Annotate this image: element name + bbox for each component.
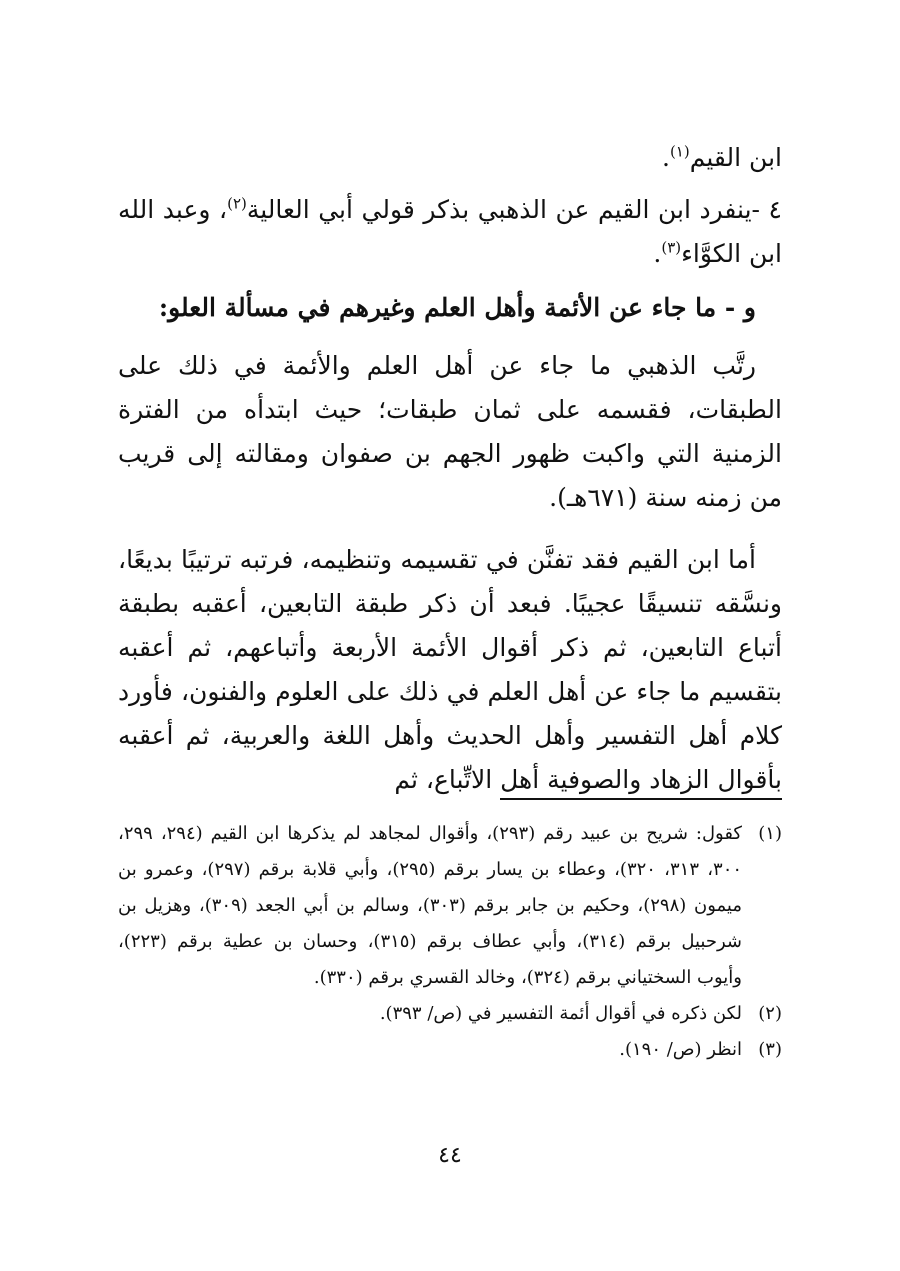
footnote-separator xyxy=(500,798,782,800)
footnote-ref-3[interactable]: (٣) xyxy=(661,238,682,257)
section-heading: و - ما جاء عن الأئمة وأهل العلم وغيرهم في مسألة العلو: xyxy=(158,293,756,322)
list-item-4 xyxy=(118,188,782,276)
footnotes xyxy=(118,816,782,1068)
paragraph-dhahabi: رتَّب الذهبي ما جاء عن أهل العلم والأئمة في ذلك على الطبقات، فقسمه على ثمان طبقات؛ حيث ابتدأه من الفترة الزمنية التي واكبت ظهور الجهم بن صفوان ومقالته إلى قريب من زمنه سنة (٦٧١هـ). xyxy=(118,351,782,512)
paragraph-ibn-qayyim: أما ابن القيم فقد تفنَّن في تقسيمه وتنظيمه، فرتبه ترتيبًا بديعًا، ونسَّقه تنسيقًا عجيبًا. فبعد أن ذكر طبقة التابعين، أعقبه بطبقة أتباع التابعين، ثم ذكر أقوال الأئمة الأربعة وأتباعهم، ثم أعقبه بتقسيم ما جاء عن أهل العلم في ذلك على العلوم والفنون، فأورد كلام أهل التفسير وأهل الحديث وأهل اللغة والعربية، ثم أعقبه بأقوال الزهاد والصوفية أهل الاتِّباع، ثم xyxy=(118,545,782,794)
page-number: ٤٤ xyxy=(438,1143,462,1168)
footnote-number: (٢) xyxy=(758,1003,782,1024)
footnote-text: لكن ذكره في أقوال أئمة التفسير في (ص/ ٣٩٣). xyxy=(379,1003,742,1024)
paragraph-punctuation: . xyxy=(661,143,670,172)
footnote-text: انظر (ص/ ١٩٠). xyxy=(619,1039,742,1060)
paragraph-continuation xyxy=(118,136,782,180)
list-item-punctuation: . xyxy=(653,239,662,268)
footnote-number: (١) xyxy=(758,823,782,844)
main-text xyxy=(118,136,782,802)
footnote-number: (٣) xyxy=(758,1039,782,1060)
list-item-text-continued: ، وعبد الله ابن الكوَّاء xyxy=(118,195,782,268)
footnote-text: كقول: شريح بن عبيد رقم (٢٩٣)، وأقوال لمجاهد لم يذكرها ابن القيم (٢٩٤، ٢٩٩، ٣٠٠، ٣١٣، ٣٢٠)، وعطاء بن يسار برقم (٢٩٥)، وأبي قلابة برقم (٢٩٧)، وعمرو بن ميمون (٢٩٨)، وحكيم بن جابر برقم (٣٠٣)، وسالم بن أبي الجعد (٣٠٩)، وهزيل بن شرحبيل برقم (٣١٤)، وأبي عطاف برقم (٣١٥)، وحسان بن عطية برقم (٢٢٣)، وأيوب السختياني برقم (٣٢٤)، وخالد القسري برقم (٣٣٠). xyxy=(118,823,743,988)
footnote-ref-2[interactable]: (٢) xyxy=(227,194,247,213)
footnote-3 xyxy=(118,1032,782,1068)
footnote-1 xyxy=(118,816,782,996)
footnote-ref-1[interactable]: (١) xyxy=(669,142,690,161)
paragraph-text: ابن القيم xyxy=(689,143,782,172)
footnote-2 xyxy=(118,996,782,1032)
book-page xyxy=(118,128,782,1168)
list-item-text: ٤ -ينفرد ابن القيم عن الذهبي بذكر قولي أبي العالية xyxy=(246,195,782,224)
